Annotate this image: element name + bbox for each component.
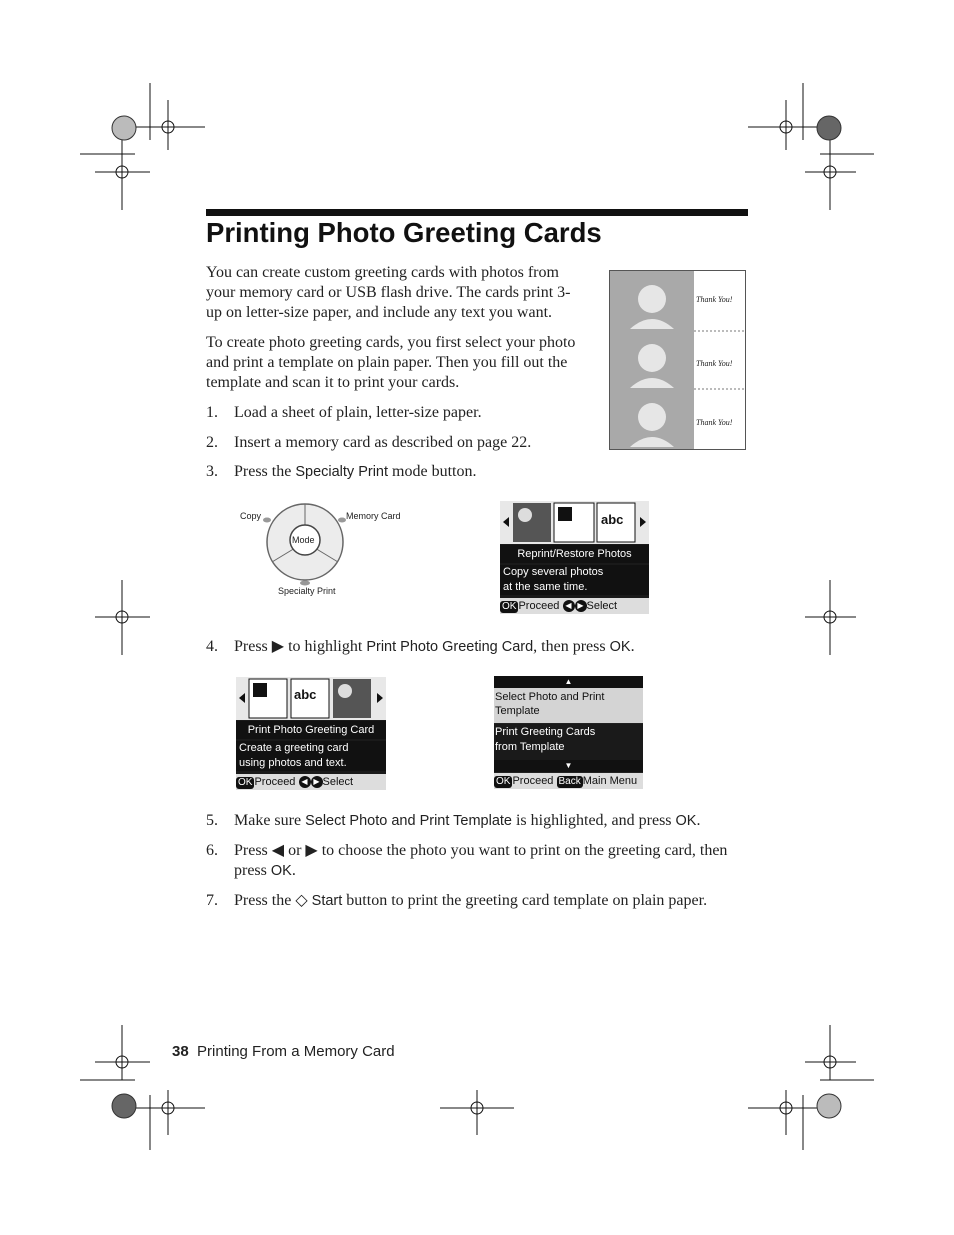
lcd-thumbnails <box>500 501 649 544</box>
page-footer <box>172 1043 395 1060</box>
lcd-screen-reprint <box>500 501 649 614</box>
lcd-menu-title: Print Photo Greeting Card <box>236 721 386 739</box>
up-arrow-icon: ▲ <box>494 676 643 688</box>
lcd-description: Create a greeting card using photos and text. <box>236 741 386 771</box>
lcd-screen-greeting-menu <box>494 676 643 789</box>
mode-copy-label: Copy <box>240 511 262 521</box>
step-2: 2. Insert a memory card as described on page 22. <box>206 434 532 451</box>
step-1: 1. Load a sheet of plain, letter-size paper. <box>206 404 482 421</box>
menu-item-select-photo: Select Photo and Print Template <box>494 688 643 723</box>
start-icon: ◇ <box>295 892 308 909</box>
step-5: 5. Make sure Select Photo and Print Template is highlighted, and press OK. <box>206 812 701 829</box>
title-rule <box>206 209 748 216</box>
intro-paragraph-2: To create photo greeting cards, you first select your photo and print a template on plain paper. Then you fill out the template and scan it to print your cards. <box>206 334 576 391</box>
mode-specialty-label: Specialty Print <box>278 586 336 596</box>
lcd-thumbnails <box>236 677 386 720</box>
left-arrow-icon: ◀ <box>271 842 285 859</box>
right-arrow-icon: ▶ <box>311 776 323 788</box>
left-arrow-icon: ◀ <box>299 776 311 788</box>
card-caption: Thank You! <box>696 359 733 368</box>
lcd-description: Copy several photos at the same time. <box>500 565 649 595</box>
lcd-screen-greeting-card <box>236 677 386 790</box>
left-arrow-icon: ◀ <box>563 600 575 612</box>
right-arrow-icon: ▶ <box>271 638 285 655</box>
step-4: 4. Press ▶ to highlight Print Photo Greeting Card, then press OK. <box>206 638 635 655</box>
page-number: 38 <box>172 1043 189 1060</box>
step-6: 6. Press ◀ or ▶ to choose the photo you want to print on the greeting card, then press OK. <box>206 842 728 879</box>
mode-memory-card-label: Memory Card <box>346 511 401 521</box>
lcd-menu-title: Reprint/Restore Photos <box>500 545 649 563</box>
right-arrow-icon: ▶ <box>305 842 318 859</box>
step-3: 3. Press the Specialty Print mode button. <box>206 463 477 480</box>
lcd-footer: OK Proceed Back Main Menu <box>494 773 643 789</box>
lcd-footer: OK Proceed ◀ ▶ Select <box>500 598 649 614</box>
right-arrow-icon: ▶ <box>575 600 587 612</box>
card-caption: Thank You! <box>696 295 733 304</box>
menu-item-print-cards: Print Greeting Cards from Template <box>494 724 643 760</box>
mode-center-label: Mode <box>292 535 315 545</box>
greeting-card-illustration <box>609 270 746 450</box>
section-name: Printing From a Memory Card <box>197 1043 395 1060</box>
card-caption: Thank You! <box>696 418 733 427</box>
lcd-footer: OK Proceed ◀ ▶ Select <box>236 774 386 790</box>
mode-dial-illustration <box>236 500 416 600</box>
svg-text:abc: abc <box>601 512 624 527</box>
svg-text:abc: abc <box>294 687 317 702</box>
down-arrow-icon: ▼ <box>494 760 643 772</box>
intro-paragraph-1: You can create custom greeting cards with photos from your memory card or USB flash drive. The cards print 3-up on letter-size paper, and include any text you want. <box>206 264 571 321</box>
step-7: 7. Press the ◇ Start button to print the greeting card template on plain paper. <box>206 892 708 909</box>
page-title: Printing Photo Greeting Cards <box>206 217 602 248</box>
